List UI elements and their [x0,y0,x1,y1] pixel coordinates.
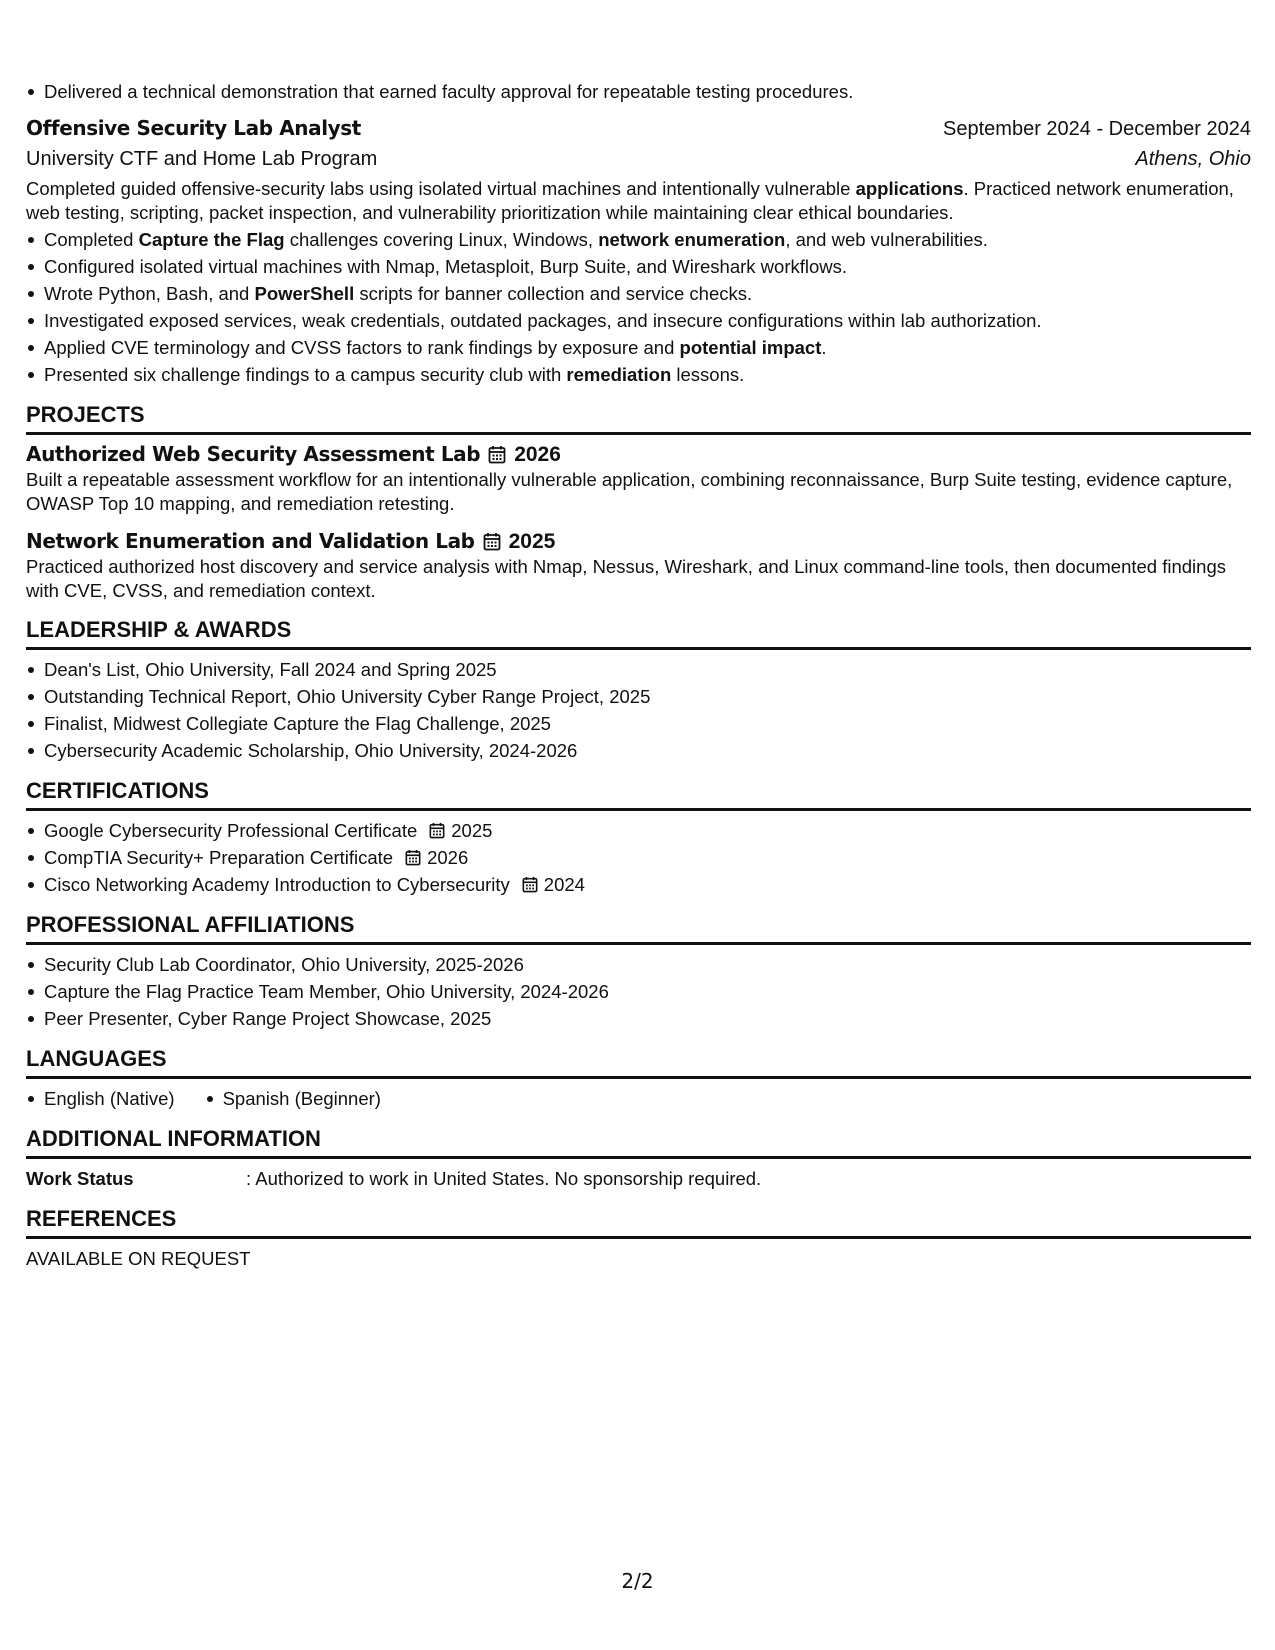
page-number: 2/2 [621,1569,654,1593]
list-item: Capture the Flag Practice Team Member, Ohio University, 2024-2026 [44,978,1251,1005]
certifications-list [26,817,1251,898]
section-heading-projects: PROJECTS [26,400,1251,435]
calendar-icon [522,876,538,893]
project-title: Authorized Web Security Assessment Lab [26,442,481,466]
project-title: Network Enumeration and Validation Lab [26,529,475,553]
languages-list [26,1085,1251,1112]
work-status-value: : Authorized to work in United States. No sponsorship required. [246,1168,762,1189]
project-year: 2025 [508,530,556,553]
list-item [44,844,1251,871]
list-item: Dean's List, Ohio University, Fall 2024 and Spring 2025 [44,656,1251,683]
list-item: Peer Presenter, Cyber Range Project Showcase, 2025 [44,1005,1251,1032]
job-summary: Completed guided offensive-security labs using isolated virtual machines and intentionally vulnerable applications. Practiced network enumeration, web testing, scripting, packet inspection, and vulnerability prioritization while maintaining clear ethical boundaries. [26,178,1234,223]
list-item: Security Club Lab Coordinator, Ohio University, 2025-2026 [44,951,1251,978]
job-title: Offensive Security Lab Analyst [26,116,361,140]
affiliations-list [26,951,1251,1032]
section-heading-references: REFERENCES [26,1204,1251,1239]
job-dates: September 2024 - December 2024 [943,118,1251,140]
list-item: Cybersecurity Academic Scholarship, Ohio University, 2024-2026 [44,737,1251,764]
previous-job-bullets [26,78,1251,105]
references-text: AVAILABLE ON REQUEST [26,1248,251,1269]
leadership-list [26,656,1251,764]
work-status-row [26,1165,1251,1192]
section-heading-leadership: LEADERSHIP & AWARDS [26,615,1251,650]
job-bullets [26,226,1251,388]
job-location: Athens, Ohio [1135,148,1251,170]
calendar-icon [483,532,501,551]
section-heading-affiliations: PROFESSIONAL AFFILIATIONS [26,910,1251,945]
certification-name: Cisco Networking Academy Introduction to Cybersecurity [44,874,510,895]
list-item: Delivered a technical demonstration that earned faculty approval for repeatable testing procedures. [44,78,1251,105]
calendar-icon [429,822,445,839]
list-item: Applied CVE terminology and CVSS factors to rank findings by exposure and potential impact. [44,334,1251,361]
work-status-label: Work Status [26,1168,134,1189]
list-item: English (Native) [44,1085,175,1112]
calendar-icon [405,849,421,866]
project-entry [26,528,1251,603]
section-heading-certifications: CERTIFICATIONS [26,776,1251,811]
calendar-icon [488,445,506,464]
section-heading-additional-information: ADDITIONAL INFORMATION [26,1124,1251,1159]
list-item: Finalist, Midwest Collegiate Capture the Flag Challenge, 2025 [44,710,1251,737]
list-item [44,817,1251,844]
list-item: Outstanding Technical Report, Ohio University Cyber Range Project, 2025 [44,683,1251,710]
resume-page [26,78,1251,1272]
project-description: Practiced authorized host discovery and service analysis with Nmap, Nessus, Wireshark, and Linux command-line tools, then documented findings with CVE, CVSS, and remediation context. [26,556,1226,601]
list-item: Configured isolated virtual machines with Nmap, Metasploit, Burp Suite, and Wireshark workflows. [44,253,1251,280]
list-item: Completed Capture the Flag challenges covering Linux, Windows, network enumeration, and web vulnerabilities. [44,226,1251,253]
certification-year: 2025 [451,820,493,841]
project-description: Built a repeatable assessment workflow for an intentionally vulnerable application, combining reconnaissance, Burp Suite testing, evidence capture, OWASP Top 10 mapping, and remediation retesting. [26,469,1233,514]
job-organization: University CTF and Home Lab Program [26,148,378,170]
list-item: Investigated exposed services, weak credentials, outdated packages, and insecure configurations within lab authorization. [44,307,1251,334]
certification-year: 2024 [543,874,585,895]
section-heading-languages: LANGUAGES [26,1044,1251,1079]
certification-year: 2026 [427,847,469,868]
job-entry [26,115,1251,388]
project-entry [26,441,1251,516]
certification-name: Google Cybersecurity Professional Certificate [44,820,418,841]
list-item: Presented six challenge findings to a campus security club with remediation lessons. [44,361,1251,388]
list-item: Wrote Python, Bash, and PowerShell scripts for banner collection and service checks. [44,280,1251,307]
list-item: Spanish (Beginner) [223,1085,381,1112]
project-year: 2026 [514,443,561,466]
list-item [44,871,1251,898]
certification-name: CompTIA Security+ Preparation Certificate [44,847,394,868]
